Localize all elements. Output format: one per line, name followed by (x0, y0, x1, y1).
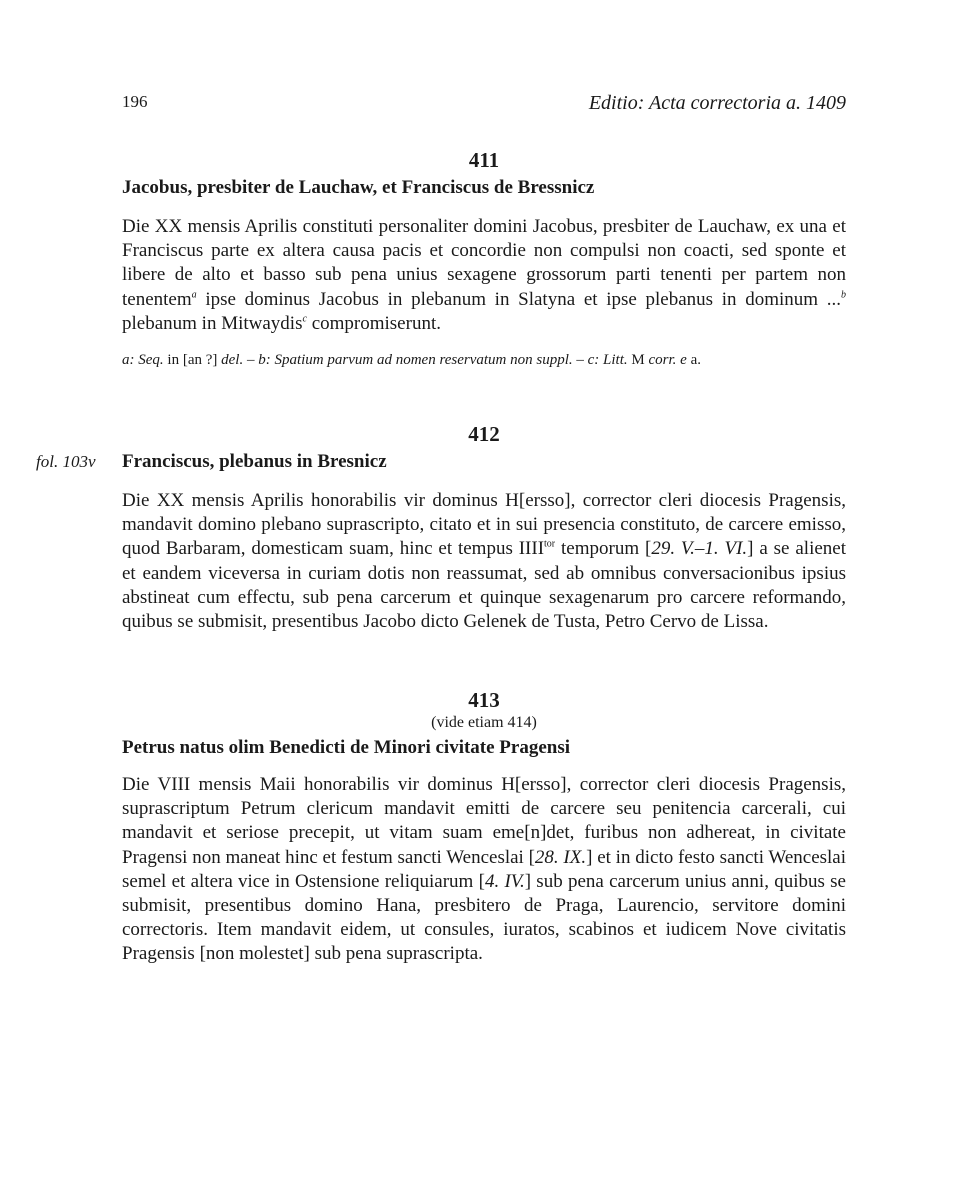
footnote-marker: b (841, 289, 846, 301)
body-text: Die VIII mensis Maii honorabilis vir dominus H[ersso], corrector cleri diocesis Pragensis, suprascriptum Petrum clericum mandavit emitti de carcere seu penitencia carcerali, cui mandavit et seriose precepit, ut vitam suam eme[n]det, furibus non adhereat, in civitate Pragensi non maneat hinc et festum sancti Wenceslai [ (122, 774, 846, 868)
entry-number: 412 (468, 422, 500, 446)
body-text: ] sub pena carcerum unius anni, quibus se submisit, presentibus domino Hana, presbitero de Praga, Laurencio, servitore domini correctoris. Item mandavit eidem, ut consules, iuratos, scabinos et iudicem Nove civitatis Pragensis [non molestet] sub pena suprascripta. (122, 870, 846, 965)
entry-title: Franciscus, plebanus in Bresnicz (122, 451, 387, 472)
body-text: compromiserunt. (306, 312, 441, 334)
body-text: plebanum in Mitwaydis (122, 312, 303, 334)
date-annotation: 4. IV. (484, 870, 525, 892)
entry-title: Petrus natus olim Benedicti de Minori civitate Pragensi (122, 737, 571, 758)
running-head (122, 92, 846, 118)
entry-413 (122, 687, 846, 967)
note-text: in [an ?] (163, 352, 222, 369)
entry-411 (122, 147, 846, 370)
entry-body (122, 773, 846, 967)
entry-body (122, 489, 846, 634)
body-text: ipse dominus Jacobus in plebanum in Slatyna et ipse plebanus in dominum ... (196, 288, 841, 310)
body-text: ] et in dicto festo sancti Wenceslai semel et altera vice in Ostensione reliquiarum [ (122, 846, 847, 892)
running-title: Editio: Acta correctoria a. 1409 (588, 92, 846, 114)
note-text: del. – b: Spatium parvum ad nomen reservatum non suppl. – c: Litt. (221, 352, 628, 369)
entry-title: Jacobus, presbiter de Lauchaw, et Franciscus de Bressnicz (122, 177, 595, 198)
note-text: a: Seq. (122, 352, 164, 369)
note-text: M (627, 352, 649, 369)
body-text: ] a se alienet et eandem viceversa in curiam dotis non reassumat, sed ab omnibus conversacionibus ipsius abstineat cum effectu, sub pena carcerum et quinque sexagenarum pro carcere reformando, quibus se submisit, presentibus Jacobo dicto Gelenek de Tusta, Petro Cervo de Lissa. (122, 538, 846, 633)
critical-notes (122, 350, 846, 370)
entry-number: 413 (468, 688, 500, 712)
entry-412 (122, 421, 846, 634)
page-number: 196 (122, 92, 148, 111)
date-annotation: 28. IX. (534, 846, 587, 868)
superscript: tor (544, 539, 556, 551)
entry-number: 411 (468, 148, 500, 172)
body-text: temporum [ (555, 538, 652, 560)
note-text: a. (686, 352, 701, 369)
folio-margin-note: fol. 103v (36, 452, 96, 471)
date-annotation: 29. V.–1. VI. (651, 538, 748, 560)
body-text: Die XX mensis Aprilis constituti personaliter domini Jacobus, presbiter de Lauchaw, ex una et Franciscus parte ex altera causa pacis et concordie non compulsi non coacti, sed sponte et libere de alto et basso sub pena unius sexagene grossorum parti tenenti per partem non tenentem (122, 216, 846, 310)
note-text: corr. e (648, 352, 687, 369)
footnote-marker: c (302, 313, 307, 325)
entry-body (122, 215, 846, 336)
cross-reference: (vide etiam 414) (431, 714, 537, 731)
body-text: Die XX mensis Aprilis honorabilis vir dominus H[ersso], corrector cleri diocesis Pragensis, mandavit domino plebano suprascripto, citato et in sui presencia constituto, de carcere emisso, quod Barbaram, domesticam suam, hinc et tempus IIII (122, 490, 846, 560)
footnote-marker: a (191, 289, 197, 301)
